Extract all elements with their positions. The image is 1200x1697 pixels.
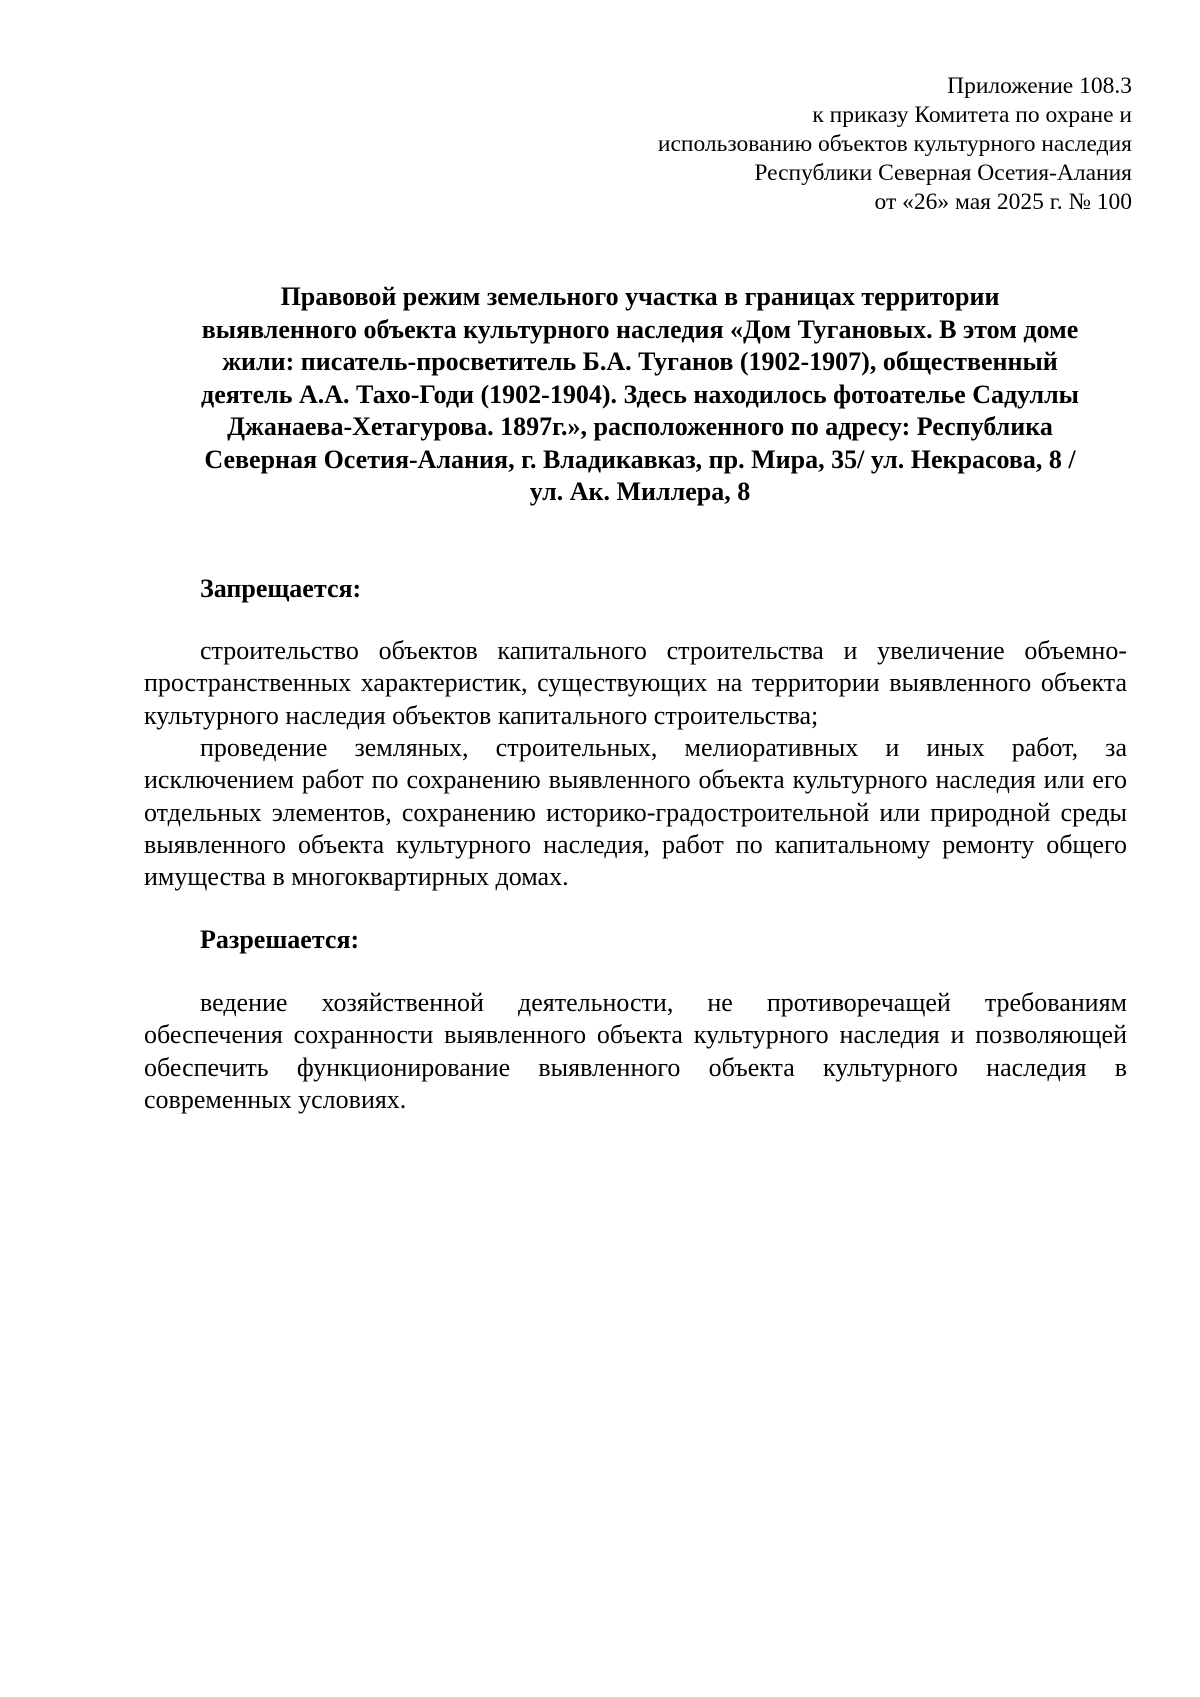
prohibited-paragraph: проведение земляных, строительных, мелиоративных и иных работ, за исключением работ по сохранению выявленного объекта культурного наследия или его отдельных элементов, сохранению историко-градостроительной или природной среды выявленного объекта культурного наследия, работ по капитальному ремонту общего имущества в многоквартирных домах. — [144, 733, 1127, 892]
title-line: Северная Осетия-Алания, г. Владикавказ, пр. Мира, 35/ ул. Некрасова, 8 / — [204, 444, 1076, 474]
appendix-order-date: от «26» мая 2025 г. № 100 — [874, 189, 1132, 215]
title-line: выявленного объекта культурного наследия «Дом Тугановых. В этом доме — [201, 314, 1079, 344]
document-title — [145, 281, 1135, 509]
title-line: ул. Ак. Миллера, 8 — [529, 477, 751, 506]
appendix-order-line-2: использованию объектов культурного наследия — [657, 131, 1132, 157]
allowed-paragraph: ведение хозяйственной деятельности, не противоречащей требованиям обеспечения сохранности выявленного объекта культурного наследия и позволяющей обеспечить функционирование выявленного объекта культурного наследия в современных условиях. — [144, 988, 1127, 1114]
title-line: Правовой режим земельного участка в границах территории — [280, 282, 1000, 311]
title-line: деятель А.А. Тахо-Годи (1902-1904). Здесь находилось фотоателье Садуллы — [201, 379, 1079, 409]
appendix-order-line-3: Республики Северная Осетия-Алания — [754, 160, 1132, 186]
appendix-header — [492, 72, 1132, 217]
title-line: жили: писатель-просветитель Б.А. Туганов (1902-1907), общественный — [222, 347, 1058, 376]
prohibited-heading: Запрещается: — [200, 574, 362, 603]
appendix-number: Приложение 108.3 — [947, 73, 1132, 99]
allowed-heading: Разрешается: — [200, 925, 360, 954]
prohibited-paragraph: строительство объектов капитального строительства и увеличение объемно-пространственных характеристик, существующих на территории выявленного объекта культурного наследия объектов капитального строительства; — [144, 636, 1127, 730]
appendix-order-line-1: к приказу Комитета по охране и — [812, 102, 1132, 128]
title-line: Джанаева-Хетагурова. 1897г.», расположенного по адресу: Республика — [227, 412, 1053, 441]
